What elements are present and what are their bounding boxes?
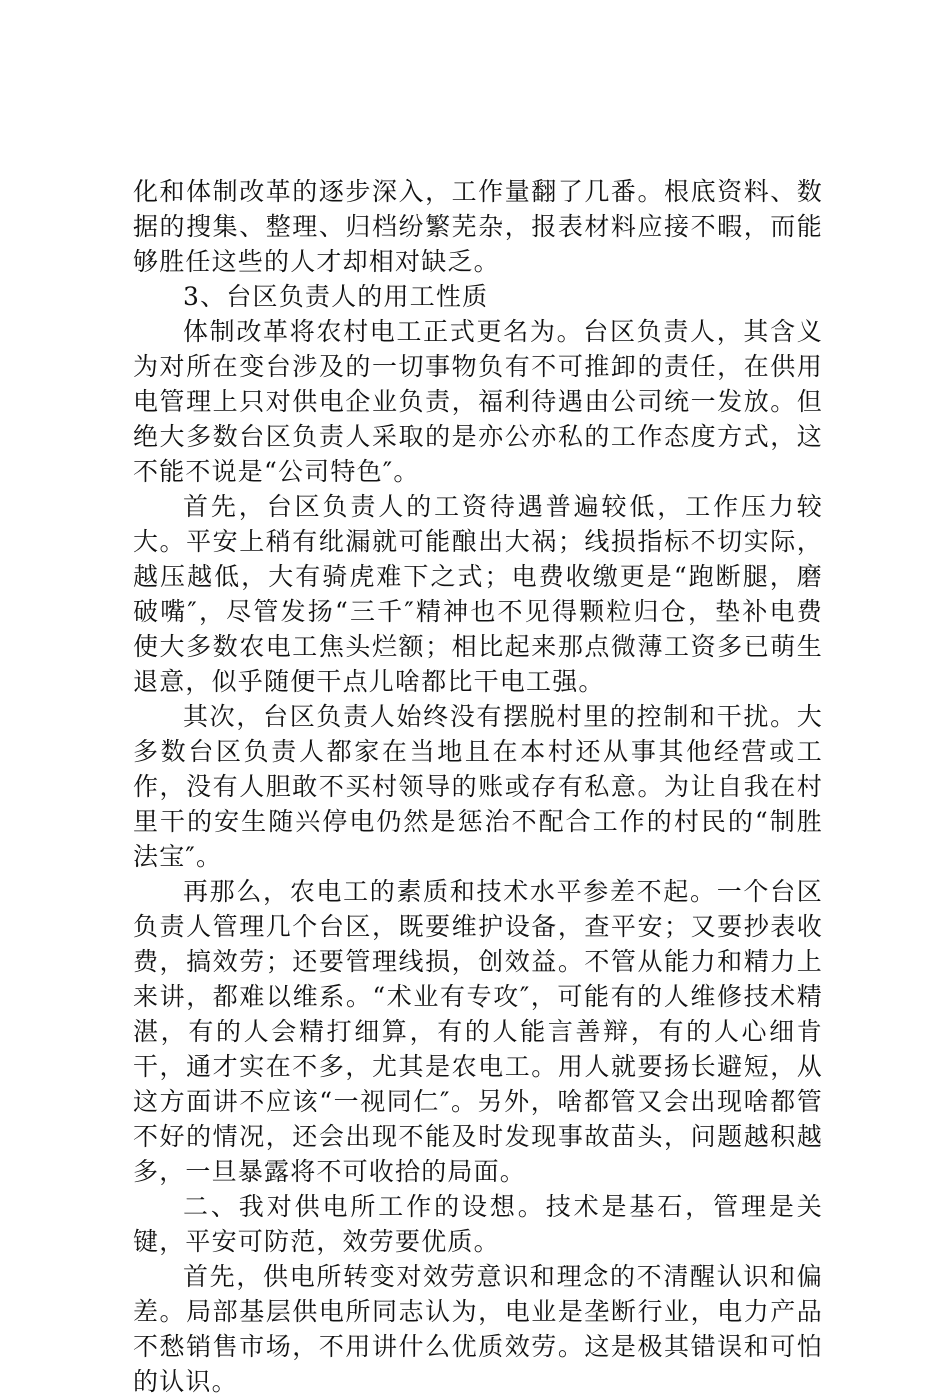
document-body — [133, 174, 823, 1399]
paragraph-reform-description: 体制改革将农村电工正式更名为。台区负责人，其含义为对所在变台涉及的一切事物负有不可推卸的责任，在供用电管理上只对供电企业负责，福利待遇由公司统一发放。但绝大多数台区负责人采取的是亦公亦私的工作态度方式，这不能不说是“公司特色″。 — [133, 317, 823, 486]
paragraph-second-issue: 其次，台区负责人始终没有摆脱村里的控制和干扰。大多数台区负责人都家在当地且在本村还从事其他经营或工作，没有人胆敢不买村领导的账或存有私意。为让自我在村里干的安生随兴停电仍然是惩治不配合工作的村民的“制胜法宝″。 — [133, 702, 823, 871]
paragraph-third-issue: 再那么，农电工的素质和技术水平参差不起。一个台区负责人管理几个台区，既要维护设备，查平安；又要抄表收费，搞效劳；还要管理线损，创效益。不管从能力和精力上来讲，都难以维系。“术业有专攻″，可能有的人维修技术精湛，有的人会精打细算，有的人能言善辩，有的人心细肯干，通才实在不多，尤其是农电工。用人就要扬长避短，从这方面讲不应该“一视同仁″。另外，啥都管又会出现啥都管不好的情况，还会出现不能及时发现事故苗头，问题越积越多，一旦暴露将不可收拾的局面。 — [133, 877, 823, 1186]
paragraph-first-issue: 首先，台区负责人的工资待遇普遍较低，工作压力较大。平安上稍有纰漏就可能酿出大祸；线损指标不切实际，越压越低，大有骑虎难下之式；电费收缴更是“跑断腿，磨破嘴″，尽管发扬“三千″精神也不见得颗粒归仓，垫补电费使大多数农电工焦头烂额；相比起来那点微薄工资多已萌生退意，似乎随便干点儿啥都比干电工强。 — [133, 492, 823, 696]
section-heading-employment-nature: 3、台区负责人的用工性质 — [183, 282, 489, 311]
paragraph-service-awareness: 首先，供电所转变对效劳意识和理念的不清醒认识和偏差。局部基层供电所同志认为，电业是垄断行业，电力产品不愁销售市场，不用讲什么优质效劳。这是极其错误和可怕的认识。 — [133, 1262, 823, 1396]
section-heading-plan: 二、我对供电所工作的设想。技术是基石，管理是关键，平安可防范，效劳要优质。 — [133, 1192, 823, 1256]
paragraph-continuation: 化和体制改革的逐步深入，工作量翻了几番。根底资料、数据的搜集、整理、归档纷繁芜杂，报表材料应接不暇，而能够胜任这些的人才却相对缺乏。 — [133, 177, 823, 276]
